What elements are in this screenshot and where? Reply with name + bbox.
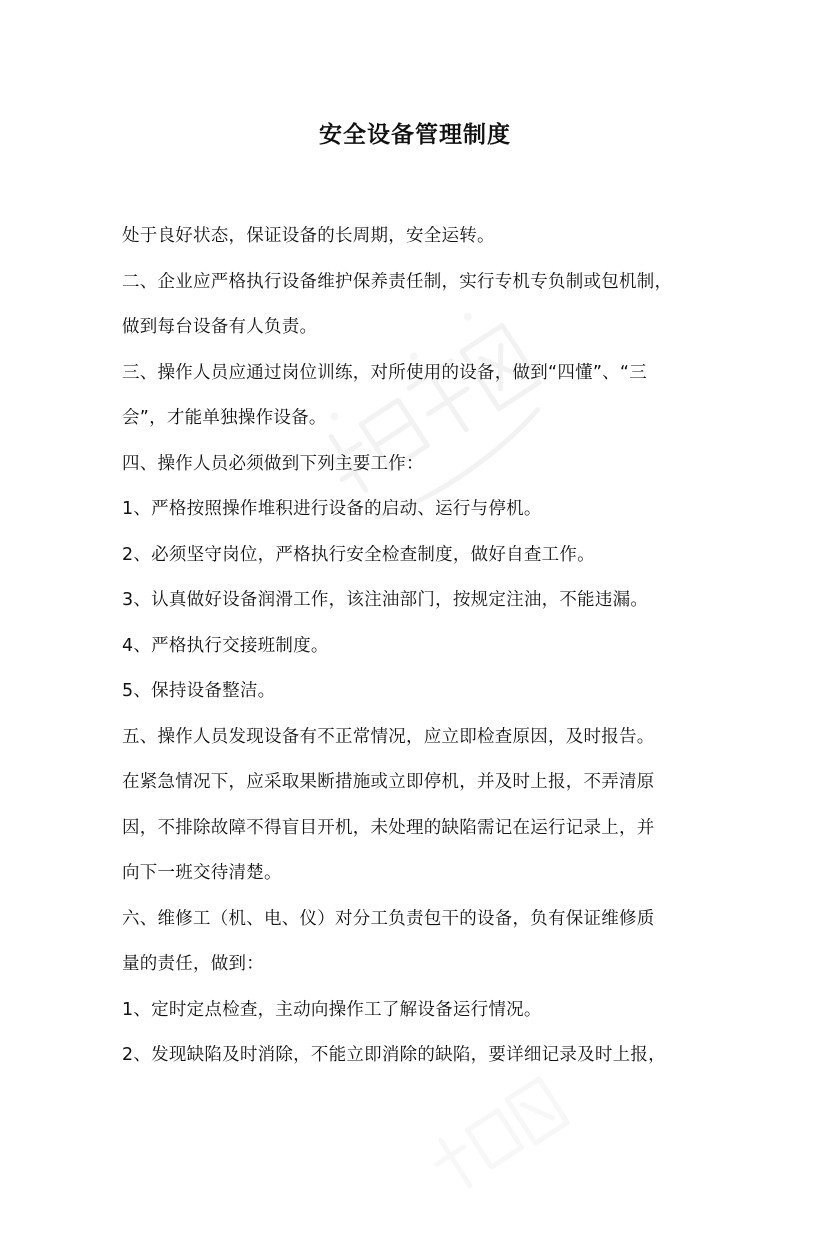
paragraph-line: 会”，才能单独操作设备。 — [122, 408, 327, 428]
document-paragraph — [122, 1033, 712, 1079]
paragraph-line: 2、必须坚守岗位，严格执行安全检查制度，做好自查工作。 — [122, 544, 595, 565]
document-paragraph — [122, 578, 712, 624]
paragraph-line: 三、操作人员应通过岗位训练，对所使用的设备，做到“四懂”、“三 — [122, 362, 647, 383]
paragraph-line: 1、定时定点检查，主动向操作工了解设备运行情况。 — [122, 999, 542, 1020]
paragraph-line: 2、发现缺陷及时消除，不能立即消除的缺陷，要详细记录及时上报， — [122, 1045, 666, 1065]
paragraph-line: 因，不排除故障不得盲目开机，未处理的缺陷需记在运行记录上，并 — [122, 817, 655, 838]
paragraph-line: 五、操作人员发现设备有不正常情况，应立即检查原因，及时报告。 — [122, 726, 655, 747]
document-paragraph — [122, 442, 712, 488]
document-paragraph — [122, 669, 712, 715]
paragraph-line: 3、认真做好设备润滑工作，该注油部门，按规定注油，不能违漏。 — [122, 590, 649, 610]
paragraph-line: 四、操作人员必须做到下列主要工作： — [122, 453, 424, 474]
page-title: 安全设备管理制度 — [319, 122, 511, 148]
paragraph-line: 4、严格执行交接班制度。 — [122, 635, 329, 656]
document-paragraph — [122, 214, 712, 260]
document-paragraph — [122, 715, 712, 897]
paragraph-line: 1、严格按照操作堆积进行设备的启动、运行与停机。 — [122, 499, 542, 519]
document-paragraph — [122, 624, 712, 670]
paragraph-line: 二、企业应严格执行设备维护保养责任制，实行专机专负制或包机制， — [122, 271, 673, 292]
paragraph-line: 做到每台设备有人负责。 — [122, 317, 318, 337]
paragraph-line: 在紧急情况下，应采取果断措施或立即停机，并及时上报，不弄清原 — [122, 772, 655, 792]
paragraph-line: 处于良好状态，保证设备的长周期，安全运转。 — [122, 226, 495, 246]
document-paragraph — [122, 897, 712, 988]
document-paragraph — [122, 260, 712, 351]
document-paragraph — [122, 988, 712, 1034]
document-paragraph — [122, 533, 712, 579]
paragraph-line: 5、保持设备整洁。 — [122, 681, 276, 701]
paragraph-line: 六、维修工（机、电、仪）对分工负责包干的设备，负有保证维修质 — [122, 908, 655, 929]
document-paragraph — [122, 351, 712, 442]
document-body — [122, 214, 712, 1079]
paragraph-line: 量的责任，做到： — [122, 954, 264, 974]
paragraph-line: 向下一班交待清楚。 — [122, 863, 282, 883]
document-paragraph — [122, 487, 712, 533]
